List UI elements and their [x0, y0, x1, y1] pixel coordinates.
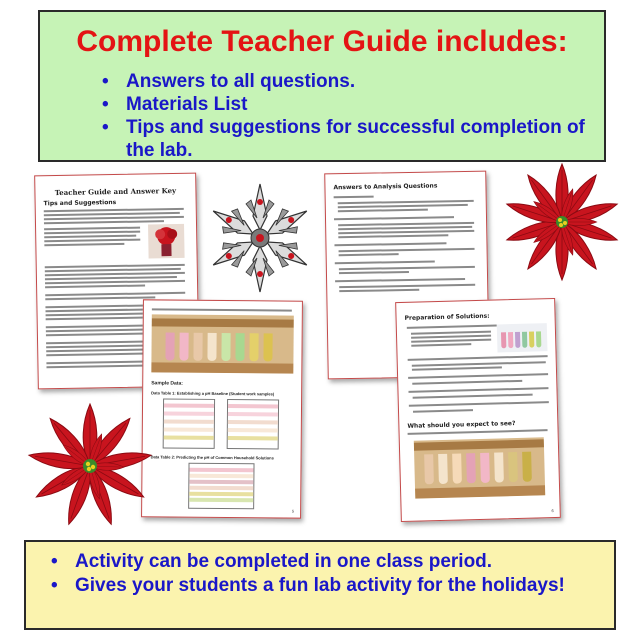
text-line: [335, 278, 465, 282]
page-number: 6: [551, 508, 554, 514]
text-line: [338, 230, 474, 234]
table-row: [189, 498, 253, 503]
expectation-heading: What should you expect to see?: [407, 420, 516, 430]
text-line: [412, 366, 502, 370]
data-table-1-heading: Data Table 1: Establishing a pH Baseline (Student work samples): [151, 390, 275, 397]
text-line: [413, 394, 533, 399]
table-row: [164, 411, 214, 415]
test-tube: [249, 333, 258, 361]
table-row: [164, 427, 214, 431]
header-title: Complete Teacher Guide includes:: [76, 25, 568, 58]
footer-panel: [24, 540, 616, 630]
table-row: [189, 474, 253, 479]
test-tube: [424, 454, 434, 484]
header-item-tips: • Tips and suggestions for successful completion of the lab.: [102, 116, 602, 162]
text-line: [338, 204, 468, 208]
text-line: [409, 401, 549, 406]
vials-photo: [497, 323, 548, 352]
table-row: [164, 403, 214, 407]
text-line: [152, 308, 292, 311]
text-line: [45, 280, 185, 284]
text-line: [44, 227, 140, 230]
footer-item-fun-lab: • Gives your students a fun lab activity for the holidays!: [51, 574, 611, 598]
text-line: [408, 373, 548, 378]
page-title: Teacher Guide and Answer Key: [54, 185, 177, 198]
data-table-1b: [227, 399, 279, 449]
text-line: [45, 276, 177, 280]
table-row: [189, 480, 253, 485]
sample-data-heading: Sample Data:: [151, 380, 183, 387]
text-line: [408, 387, 548, 392]
page-number: 5: [291, 508, 295, 514]
test-tube: [529, 332, 534, 348]
test-tube: [494, 452, 504, 482]
header-item-answers: • Answers to all questions.: [102, 70, 602, 93]
footer-list: [51, 550, 611, 598]
test-tube: [207, 333, 216, 361]
test-tube: [536, 331, 541, 347]
test-tube: [522, 452, 532, 482]
poinsettia-icon: [500, 160, 624, 284]
text-line: [44, 239, 140, 242]
text-line: [411, 331, 491, 335]
test-tube: [438, 454, 448, 484]
test-tube: [452, 453, 462, 483]
table-row: [228, 404, 278, 408]
text-line: [339, 253, 399, 256]
text-line: [339, 266, 475, 270]
test-tube: [515, 332, 520, 348]
text-line: [411, 335, 491, 339]
text-line: [338, 209, 428, 212]
text-line: [408, 429, 548, 434]
text-line: [412, 380, 522, 384]
test-tube: [179, 333, 188, 361]
footer-item-class-period: • Activity can be completed in one class period.: [51, 550, 611, 574]
test-tube: [522, 332, 527, 348]
table-row: [189, 468, 253, 473]
data-table-2-heading: Data Table 2: Predicting the pH of Common Household Solutions: [150, 454, 274, 461]
test-tube: [263, 333, 272, 361]
results-photo: [414, 437, 545, 498]
text-line: [339, 284, 475, 288]
text-line: [339, 248, 475, 252]
text-line: [413, 409, 473, 412]
page-heading: Tips and Suggestions: [43, 199, 117, 208]
test-tube: [165, 333, 174, 361]
text-line: [45, 292, 185, 296]
text-line: [339, 289, 419, 292]
data-table-1a: [163, 398, 215, 448]
text-line: [338, 226, 472, 230]
text-line: [334, 216, 454, 220]
text-line: [45, 285, 145, 288]
text-line: [412, 361, 546, 366]
text-line: [411, 339, 491, 343]
text-line: [334, 242, 446, 246]
test-tube-photo: [151, 314, 294, 373]
data-table-2: [188, 463, 254, 510]
text-line: [407, 324, 497, 328]
table-row: [228, 412, 278, 416]
text-line: [339, 271, 409, 274]
test-tube: [508, 332, 513, 348]
table-row: [228, 420, 278, 424]
text-line: [44, 243, 124, 246]
table-row: [189, 492, 253, 497]
text-line: [338, 234, 448, 238]
text-line: [44, 220, 164, 224]
page-title: Answers to Analysis Questions: [333, 182, 438, 192]
test-tube: [221, 333, 230, 361]
text-line: [45, 296, 155, 300]
text-line: [334, 196, 374, 198]
text-line: [411, 343, 471, 346]
test-tube: [193, 333, 202, 361]
table-row: [189, 486, 253, 491]
page-preparation: [395, 298, 561, 522]
table-row: [228, 436, 278, 440]
test-tube: [480, 453, 490, 483]
header-list: [102, 70, 602, 162]
text-line: [335, 261, 435, 264]
snowflake-icon: [200, 178, 320, 298]
poinsettia-icon: [24, 400, 156, 532]
test-tube: [466, 453, 476, 483]
header-item-materials: • Materials List: [102, 93, 602, 116]
page-sample-data: [141, 299, 303, 518]
text-line: [408, 355, 548, 360]
preparation-heading: Preparation of Solutions:: [404, 312, 490, 322]
table-row: [164, 435, 214, 439]
text-line: [44, 231, 140, 234]
test-tube: [501, 332, 506, 348]
test-tube: [508, 452, 518, 482]
table-row: [164, 419, 214, 423]
text-line: [44, 235, 136, 238]
plant-photo: [148, 224, 185, 259]
header-panel: [38, 10, 606, 162]
test-tube: [235, 333, 244, 361]
table-row: [228, 428, 278, 432]
